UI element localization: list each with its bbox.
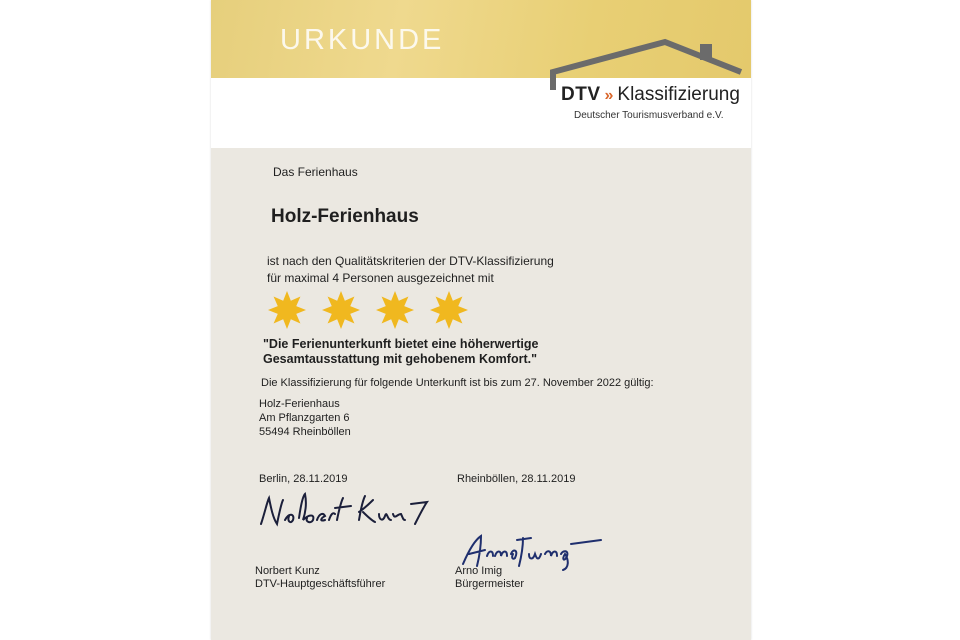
criteria-line-2: für maximal 4 Personen ausgezeichnet mit — [267, 271, 494, 285]
certificate-title: URKUNDE — [280, 24, 445, 56]
star-icon — [375, 290, 415, 330]
lead-text: Das Ferienhaus — [273, 165, 358, 179]
address-line-2: Am Pflanzgarten 6 — [259, 412, 350, 424]
logo-chevron-icon: » — [604, 87, 614, 104]
star-rating — [267, 290, 477, 330]
classification-quote — [263, 337, 538, 367]
left-signer — [255, 565, 385, 591]
criteria-text — [267, 253, 554, 287]
right-signer-role: Bürgermeister — [455, 578, 525, 590]
certificate-document — [211, 0, 751, 640]
address-line-1: Holz-Ferienhaus — [259, 398, 340, 410]
dtv-logo — [561, 84, 740, 106]
right-signer-name: Arno Imig — [455, 565, 503, 577]
address-line-3: 55494 Rheinböllen — [259, 426, 351, 438]
validity-text: Die Klassifizierung für folgende Unterkunft ist bis zum 27. November 2022 gültig: — [261, 377, 654, 389]
logo-text: Klassifizierung — [617, 84, 740, 105]
star-icon — [429, 290, 469, 330]
right-place-date: Rheinböllen, 28.11.2019 — [457, 473, 576, 485]
left-signature — [255, 490, 435, 532]
star-icon — [321, 290, 361, 330]
logo-brand: DTV — [561, 84, 601, 105]
logo-subtitle: Deutscher Tourismusverband e.V. — [574, 110, 724, 121]
right-signer — [455, 565, 524, 591]
left-signer-role: DTV-Hauptgeschäftsführer — [255, 578, 386, 590]
criteria-line-1: ist nach den Qualitätskriterien der DTV-Klassifizierung — [267, 254, 554, 268]
quote-line-2: Gesamtausstattung mit gehobenem Komfort." — [263, 352, 538, 366]
property-name: Holz-Ferienhaus — [271, 206, 419, 227]
left-place-date: Berlin, 28.11.2019 — [259, 473, 348, 485]
quote-line-1: "Die Ferienunterkunft bietet eine höherwertige — [263, 337, 539, 351]
left-signer-name: Norbert Kunz — [255, 565, 320, 577]
star-icon — [267, 290, 307, 330]
property-address — [259, 397, 351, 439]
